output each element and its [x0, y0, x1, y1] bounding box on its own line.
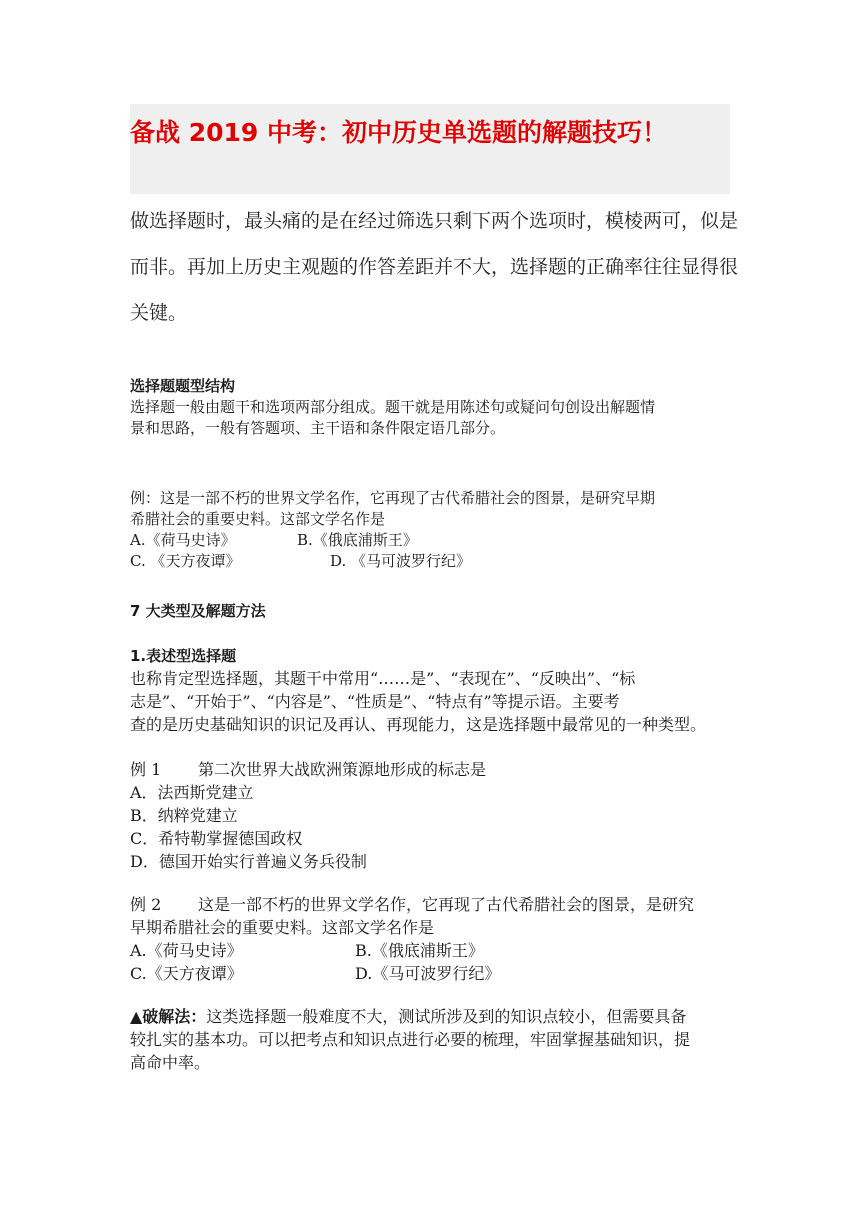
example-1 [130, 758, 740, 873]
example-1-label: 例 1 [130, 760, 162, 779]
example-0-options-row-2 [130, 551, 740, 572]
option-b: B.《俄底浦斯王》 [297, 531, 418, 549]
intro-line: 关键。 [130, 302, 188, 324]
example-1-question: 第二次世界大战欧洲策源地形成的标志是 [198, 760, 487, 779]
structure-line: 选择题一般由题干和选项两部分组成。题干就是用陈述句或疑问句创设出解题情 [130, 398, 656, 416]
page-title: 备战 2019 中考：初中历史单选题的解题技巧！ [130, 118, 667, 147]
structure-section [130, 376, 740, 439]
option-c: C. 《天方夜谭》 [130, 552, 241, 570]
solution-tip [130, 1005, 740, 1074]
option-d: D. 《马可波罗行纪》 [330, 552, 472, 570]
option-d: D.《马可波罗行纪》 [355, 964, 501, 983]
type-1-section [130, 646, 740, 736]
solution-line: 高命中率。 [130, 1053, 211, 1072]
example-0-line: 例：这是一部不朽的世界文学名作，它再现了古代希腊社会的图景，是研究早期 [130, 489, 656, 507]
example-2 [130, 893, 740, 985]
example-2-options-row-1 [130, 939, 740, 962]
type-1-line: 查的是历史基础知识的识记及再认、再现能力，这是选择题中最常见的一种类型。 [130, 715, 707, 734]
option-b: B.《俄底浦斯王》 [355, 941, 484, 960]
example-0 [130, 488, 740, 572]
example-2-label: 例 2 [130, 895, 162, 914]
option-c: C.《天方夜谭》 [130, 964, 243, 983]
option-a: A.《荷马史诗》 [130, 941, 243, 960]
intro-line: 做选择题时，最头痛的是在经过筛选只剩下两个选项时，模棱两可，似是 [130, 210, 739, 232]
example-0-line: 希腊社会的重要史料。这部文学名作是 [130, 510, 386, 528]
intro-line: 而非。再加上历史主观题的作答差距并不大，选择题的正确率往往显得很 [130, 256, 739, 278]
example-1-option: B．纳粹党建立 [130, 806, 238, 825]
type-1-line: 也称肯定型选择题，其题干中常用“……是”、“表现在”、“反映出”、“标 [130, 669, 636, 688]
section-heading: 7 大类型及解题方法 [130, 602, 266, 620]
example-2-question-cont: 早期希腊社会的重要史料。这部文学名作是 [130, 918, 435, 937]
solution-line: 较扎实的基本功。可以把考点和知识点进行必要的梳理，牢固掌握基础知识，提 [130, 1030, 691, 1049]
structure-heading: 选择题题型结构 [130, 377, 236, 395]
example-2-question: 这是一部不朽的世界文学名作，它再现了古代希腊社会的图景，是研究 [198, 895, 695, 914]
intro-paragraph [130, 198, 740, 336]
solution-text: 这类选择题一般难度不大，测试所涉及到的知识点较小，但需要具备 [206, 1007, 687, 1026]
solution-label: ▲破解法： [130, 1007, 207, 1026]
example-2-question-line [130, 893, 740, 916]
example-1-option: D．德国开始实行普遍义务兵役制 [130, 852, 367, 871]
type-1-heading: 1.表述型选择题 [130, 647, 237, 665]
type-1-line: 志是”、“开始于”、“内容是”、“性质是”、“特点有”等提示语。主要考 [130, 692, 620, 711]
example-1-question-line [130, 758, 740, 781]
example-0-options-row-1 [130, 530, 740, 551]
example-1-option: A．法西斯党建立 [130, 783, 254, 802]
structure-line: 景和思路，一般有答题项、主干语和条件限定语几部分。 [130, 419, 506, 437]
example-1-option: C．希特勒掌握德国政权 [130, 829, 303, 848]
option-a: A.《荷马史诗》 [130, 531, 236, 549]
example-2-options-row-2 [130, 962, 740, 985]
section-7-types [130, 601, 740, 622]
solution-line-1 [130, 1005, 740, 1028]
